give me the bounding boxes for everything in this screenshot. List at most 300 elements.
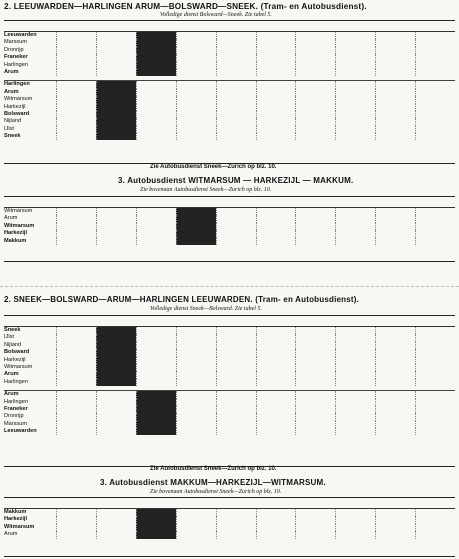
table-row [4,357,455,364]
time-cell [216,81,256,88]
table-row [4,327,455,334]
table-row [4,126,455,133]
time-cell [375,81,415,88]
time-cell [56,238,96,245]
time-cell [335,96,375,103]
time-cell [295,96,335,103]
time-cell [176,391,216,398]
time-cell [295,47,335,54]
time-cell [335,406,375,413]
time-cell [335,215,375,222]
time-cell [375,89,415,96]
station: Bolsward [4,110,30,117]
time-cell [375,230,415,237]
section4-subtitle: Zie bovenaan Autobusdienst Sneek—Zurich op blz. 10. [150,489,282,495]
time-cell [335,54,375,61]
time-cell [415,96,455,103]
table-row [4,62,455,69]
time-cell [256,32,296,39]
time-cell [375,357,415,364]
time-cell [256,208,296,215]
time-cell [216,428,256,435]
time-cell [295,126,335,133]
time-cell [136,524,176,531]
time-cell [335,428,375,435]
table-row [4,349,455,356]
time-cell [176,357,216,364]
time-cell [295,524,335,531]
time-cell [256,379,296,386]
time-cell [96,81,136,88]
time-cell [56,524,96,531]
station: Dronrijp [4,46,24,53]
station: Harkezijl [4,103,26,110]
station: Harkezijl [4,516,28,523]
time-cell [96,39,136,46]
time-cell [56,413,96,420]
table-row [4,399,455,406]
time-cell [216,327,256,334]
time-cell [56,54,96,61]
time-cell [216,371,256,378]
time-cell [256,428,296,435]
time-cell [295,391,335,398]
time-cell [256,111,296,118]
time-cell [96,223,136,230]
time-cell [335,69,375,76]
time-cell [136,89,176,96]
time-cell [56,230,96,237]
time-cell [375,223,415,230]
time-cell [256,62,296,69]
time-cell [216,357,256,364]
station: Arum [4,391,19,398]
time-cell [96,524,136,531]
time-cell [295,230,335,237]
time-cell [56,509,96,516]
time-cell [96,69,136,76]
time-cell [295,509,335,516]
time-cell [56,118,96,125]
time-cell [256,342,296,349]
time-cell [335,133,375,140]
time-cell [256,54,296,61]
time-cell [136,230,176,237]
time-cell [176,215,216,222]
station: Nijland [4,341,22,348]
station: Arum [4,68,19,75]
table-row [4,391,455,398]
time-cell [375,96,415,103]
time-cell [256,133,296,140]
page-separator [0,286,459,287]
time-cell [415,223,455,230]
time-cell [415,334,455,341]
time-cell [216,118,256,125]
time-cell [295,428,335,435]
time-cell [335,349,375,356]
time-cell [176,47,216,54]
time-cell [56,428,96,435]
time-cell [295,342,335,349]
station: Leeuwarden [4,32,37,38]
time-cell [375,334,415,341]
time-cell [136,357,176,364]
time-cell [136,81,176,88]
time-cell [176,406,216,413]
time-cell [335,342,375,349]
time-cell [375,524,415,531]
time-cell [56,531,96,538]
time-cell [256,230,296,237]
time-cell [335,39,375,46]
table-row [4,421,455,428]
time-cell [136,39,176,46]
time-cell [295,531,335,538]
time-cell [415,342,455,349]
time-cell [375,104,415,111]
section4-header-row [4,498,455,509]
time-cell [375,428,415,435]
time-cell [375,342,415,349]
station: Sneek [4,327,21,333]
time-cell [136,133,176,140]
time-cell [375,371,415,378]
time-cell [375,364,415,371]
time-cell [415,364,455,371]
time-cell [216,133,256,140]
time-cell [415,531,455,538]
time-cell [96,32,136,39]
time-cell [96,428,136,435]
time-cell [136,104,176,111]
section1-subtitle: Volledige dienst Bolsward—Sneek. Zie tabel 5. [160,12,272,18]
time-cell [415,69,455,76]
time-cell [96,104,136,111]
section3-subtitle: Volledige dienst Sneek—Bolsward. Zie tabel 5. [150,306,262,312]
table-row [4,111,455,118]
time-cell [96,413,136,420]
time-cell [256,531,296,538]
time-cell [415,406,455,413]
station: Witmarsum [4,208,33,214]
table-row [4,364,455,371]
time-cell [335,516,375,523]
time-cell [295,399,335,406]
time-cell [56,81,96,88]
time-cell [216,531,256,538]
time-cell [56,357,96,364]
time-cell [415,371,455,378]
table-row [4,334,455,341]
time-cell [96,111,136,118]
time-cell [216,516,256,523]
section2-header-row [4,197,455,208]
time-cell [295,357,335,364]
time-cell [216,47,256,54]
time-cell [96,54,136,61]
time-cell [136,118,176,125]
table-row [4,371,455,378]
time-cell [136,406,176,413]
time-cell [216,223,256,230]
time-cell [256,81,296,88]
table-row [4,89,455,96]
time-cell [295,413,335,420]
time-cell [375,238,415,245]
time-cell [375,69,415,76]
time-cell [335,364,375,371]
station: Arum [4,531,18,538]
time-cell [415,47,455,54]
time-cell [256,96,296,103]
time-cell [216,54,256,61]
time-cell [56,126,96,133]
time-cell [415,516,455,523]
time-cell [295,39,335,46]
time-cell [136,379,176,386]
time-cell [136,428,176,435]
time-cell [136,62,176,69]
time-cell [96,516,136,523]
time-cell [176,69,216,76]
time-cell [256,406,296,413]
time-cell [96,406,136,413]
time-cell [256,39,296,46]
station: Witmarsum [4,222,35,229]
time-cell [96,208,136,215]
table-row [4,32,455,39]
time-cell [335,62,375,69]
time-cell [415,118,455,125]
station: Leeuwarden [4,428,37,435]
time-cell [256,509,296,516]
time-cell [375,133,415,140]
time-cell [176,54,216,61]
time-cell [216,69,256,76]
time-cell [216,349,256,356]
time-cell [216,126,256,133]
section1-header-row [4,21,455,32]
time-cell [375,118,415,125]
table-row [4,54,455,61]
table-row [4,118,455,125]
section4-table [4,497,455,557]
time-cell [415,357,455,364]
time-cell [136,509,176,516]
time-cell [375,208,415,215]
time-cell [56,421,96,428]
station: Harlingen [4,81,30,88]
station: Witmarsum [4,523,35,530]
station: Harkezijl [4,356,26,363]
table-row [4,379,455,386]
time-cell [335,104,375,111]
time-cell [375,62,415,69]
time-cell [176,118,216,125]
time-cell [295,32,335,39]
time-cell [415,81,455,88]
time-cell [335,371,375,378]
time-cell [415,379,455,386]
time-cell [295,89,335,96]
time-cell [216,208,256,215]
time-cell [56,32,96,39]
time-cell [375,531,415,538]
station: Harlingen [4,378,28,385]
time-cell [56,327,96,334]
table-row [4,81,455,88]
time-cell [415,238,455,245]
time-cell [176,413,216,420]
station: Sneek [4,133,21,140]
time-cell [375,406,415,413]
time-cell [96,399,136,406]
time-cell [335,111,375,118]
table-row [4,133,455,140]
time-cell [56,334,96,341]
time-cell [295,104,335,111]
time-cell [415,208,455,215]
time-cell [56,47,96,54]
time-cell [136,391,176,398]
time-cell [216,334,256,341]
time-cell [176,230,216,237]
time-cell [256,89,296,96]
time-cell [56,364,96,371]
time-cell [176,371,216,378]
time-cell [335,238,375,245]
time-cell [335,89,375,96]
time-cell [136,399,176,406]
time-cell [56,111,96,118]
time-cell [216,379,256,386]
table-row [4,39,455,46]
time-cell [136,215,176,222]
time-cell [96,118,136,125]
time-cell [295,364,335,371]
time-cell [295,379,335,386]
time-cell [176,379,216,386]
time-cell [256,399,296,406]
time-cell [56,516,96,523]
time-cell [216,391,256,398]
time-cell [96,391,136,398]
time-cell [96,62,136,69]
time-cell [216,524,256,531]
section3-title: 2. SNEEK—BOLSWARD—ARUM—HARLINGEN LEEUWARDEN. (Tram- en Autobusdienst). [4,295,360,304]
time-cell [295,118,335,125]
section2-title: 3. Autobusdienst WITMARSUM — HARKEZIJL — MAKKUM. [118,176,354,185]
time-cell [415,391,455,398]
time-cell [56,96,96,103]
time-cell [256,223,296,230]
time-cell [216,509,256,516]
time-cell [256,349,296,356]
time-cell [335,391,375,398]
station: IJlst [4,125,14,132]
time-cell [56,371,96,378]
time-cell [176,238,216,245]
time-cell [56,379,96,386]
time-cell [335,509,375,516]
table-row [4,509,455,516]
time-cell [415,524,455,531]
time-cell [335,334,375,341]
time-cell [56,208,96,215]
station: Bolsward [4,349,30,356]
time-cell [56,215,96,222]
time-cell [136,223,176,230]
time-cell [56,342,96,349]
time-cell [96,215,136,222]
time-cell [256,104,296,111]
table-row [4,342,455,349]
time-cell [415,399,455,406]
time-cell [56,69,96,76]
table-row [4,238,455,245]
time-cell [295,133,335,140]
time-cell [96,230,136,237]
time-cell [295,406,335,413]
time-cell [335,531,375,538]
time-cell [176,89,216,96]
time-cell [96,334,136,341]
time-cell [256,215,296,222]
time-cell [96,379,136,386]
time-cell [295,62,335,69]
time-cell [335,81,375,88]
time-cell [176,96,216,103]
time-cell [96,96,136,103]
section1-title: 2. LEEUWARDEN—HARLINGEN ARUM—BOLSWARD—SNEEK. (Tram- en Autobusdienst). [4,2,367,11]
time-cell [96,327,136,334]
time-cell [136,69,176,76]
time-cell [96,509,136,516]
time-cell [56,391,96,398]
section3-table [4,315,455,467]
time-cell [375,327,415,334]
time-cell [415,126,455,133]
time-cell [96,421,136,428]
time-cell [415,89,455,96]
station: Harlingen [4,398,28,405]
time-cell [136,47,176,54]
time-cell [295,334,335,341]
time-cell [415,428,455,435]
time-cell [375,111,415,118]
section1-footer: Zie Autobusdienst Sneek—Zurich op blz. 10. [150,164,277,170]
time-cell [375,215,415,222]
table-row [4,96,455,103]
time-cell [136,96,176,103]
time-cell [216,96,256,103]
table-row [4,516,455,523]
station: Harkezijl [4,230,28,237]
time-cell [256,371,296,378]
time-cell [176,223,216,230]
time-cell [216,215,256,222]
time-cell [295,215,335,222]
time-cell [136,371,176,378]
time-cell [136,126,176,133]
time-cell [96,47,136,54]
time-cell [415,215,455,222]
time-cell [56,104,96,111]
time-cell [415,54,455,61]
time-cell [375,39,415,46]
time-cell [295,111,335,118]
